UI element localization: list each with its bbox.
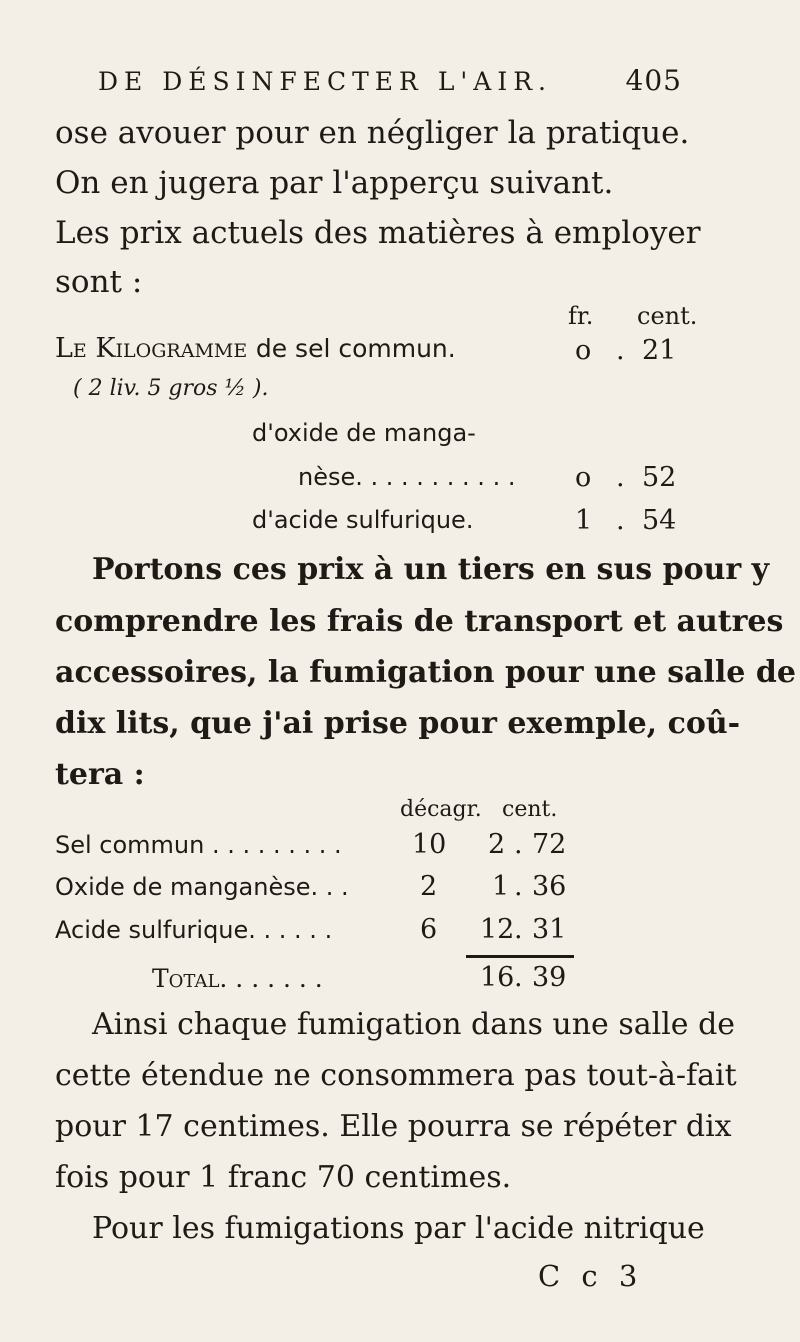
text-line: pour 17 centimes. Elle pourra se répéter dix: [55, 1109, 732, 1144]
total-sep: .: [514, 962, 523, 993]
page-number: 405: [625, 64, 682, 97]
column-header-fr: fr.: [568, 302, 594, 330]
price-fr: o: [575, 335, 592, 366]
cost-decagr: 2: [420, 871, 438, 902]
cost-cent: 72: [532, 829, 567, 860]
total-cent: 39: [532, 962, 567, 993]
cost-whole: 12: [480, 914, 515, 945]
price-row: [55, 333, 456, 364]
cost-decagr: 10: [412, 829, 447, 860]
column-header-cent: cent.: [502, 797, 558, 822]
cost-cent: 36: [532, 871, 567, 902]
price-row-prefix: Le Kilogramme: [55, 333, 248, 364]
sum-rule: [466, 955, 574, 958]
cost-decagr: 6: [420, 914, 438, 945]
total-label-text: Total. . . . . . .: [152, 964, 323, 993]
price-row-label: nèse. . . . . . . . . . .: [298, 463, 516, 491]
cost-whole: 1: [492, 871, 510, 902]
price-fr: o: [575, 462, 592, 493]
price-row-label: d'oxide de manga-: [252, 419, 476, 447]
total-whole: 16: [480, 962, 515, 993]
column-header-decagr: décagr.: [400, 797, 482, 822]
price-sep: .: [616, 462, 625, 493]
signature-mark: C c 3: [538, 1259, 644, 1293]
text-line: dix lits, que j'ai prise pour exemple, coû-: [55, 706, 741, 741]
cost-sep: .: [514, 829, 523, 860]
text-line: Portons ces prix à un tiers en sus pour y: [92, 552, 770, 587]
price-row-label: de sel commun.: [255, 334, 456, 363]
price-sep: .: [616, 505, 625, 536]
text-line: accessoires, la fumigation pour une salle de: [55, 655, 796, 690]
cost-sep: .: [514, 871, 523, 902]
price-cent: 52: [642, 462, 677, 493]
running-title: DE DÉSINFECTER L'AIR.: [98, 67, 553, 96]
cost-row-label: Oxide de manganèse. . .: [55, 873, 349, 901]
text-line: Les prix actuels des matières à employer: [55, 215, 701, 251]
text-line: ose avouer pour en négliger la pratique.: [55, 115, 690, 151]
cost-row-label: Acide sulfurique. . . . . .: [55, 916, 333, 944]
price-row-label: d'acide sulfurique.: [252, 506, 474, 534]
text-line: On en jugera par l'apperçu suivant.: [55, 165, 614, 201]
text-line: sont :: [55, 264, 143, 300]
text-line: Ainsi chaque fumigation dans une salle de: [92, 1007, 736, 1042]
price-row-note: ( 2 liv. 5 gros ½ ).: [73, 376, 269, 401]
price-sep: .: [616, 335, 625, 366]
text-line: comprendre les frais de transport et autres: [55, 604, 784, 639]
total-label: [152, 964, 323, 993]
price-cent: 21: [642, 335, 677, 366]
text-line: fois pour 1 franc 70 centimes.: [55, 1160, 512, 1195]
price-cent: 54: [642, 505, 677, 536]
text-line: cette étendue ne consommera pas tout-à-fait: [55, 1058, 737, 1093]
text-line: Pour les fumigations par l'acide nitrique: [92, 1211, 705, 1246]
text-line: tera :: [55, 757, 145, 792]
cost-whole: 2: [488, 829, 506, 860]
price-fr: 1: [575, 505, 593, 536]
column-header-cent: cent.: [637, 302, 698, 330]
cost-row-label: Sel commun . . . . . . . . .: [55, 831, 342, 859]
running-header: [98, 64, 682, 97]
cost-cent: 31: [532, 914, 567, 945]
cost-sep: .: [514, 914, 523, 945]
